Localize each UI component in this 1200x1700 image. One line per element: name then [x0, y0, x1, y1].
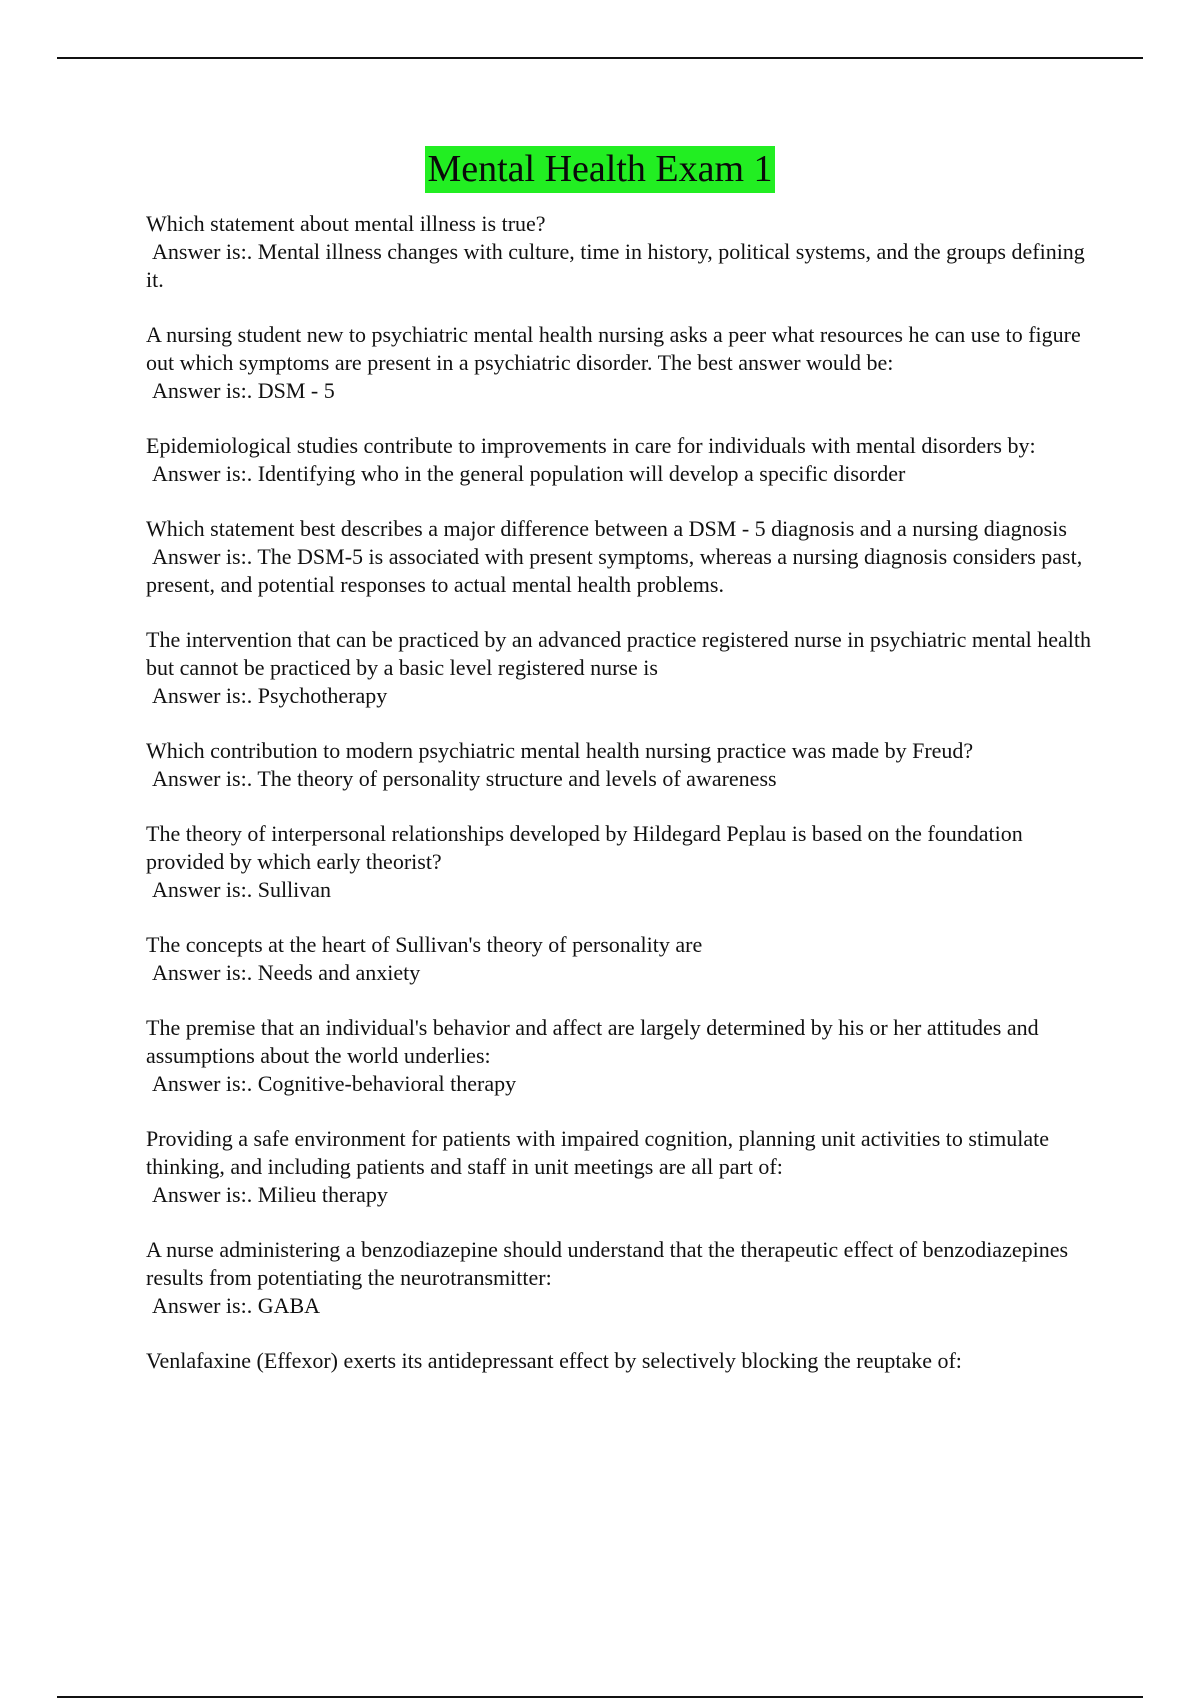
question-text: Epidemiological studies contribute to improvements in care for individuals with mental disorders by:	[146, 433, 1036, 458]
answer-text: Answer is:. Sullivan	[152, 877, 332, 902]
answer-text: Answer is:. Milieu therapy	[152, 1182, 388, 1207]
answer-text: Answer is:. Identifying who in the general population will develop a specific disorder	[152, 461, 906, 486]
answer-text: Answer is:. GABA	[152, 1293, 321, 1318]
question-text: Providing a safe environment for patients with impaired cognition, planning unit activities to stimulate thinking, and including patients and staff in unit meetings are all part of:	[146, 1126, 1050, 1179]
document-title: Mental Health Exam 1	[425, 146, 774, 193]
question-text: The concepts at the heart of Sullivan's theory of personality are	[146, 932, 703, 957]
qa-item	[146, 210, 1096, 294]
top-rule	[57, 57, 1143, 59]
question-text: The premise that an individual's behavior and affect are largely determined by his or her attitudes and assumptions about the world underlies:	[146, 1015, 1039, 1068]
qa-item	[146, 626, 1096, 710]
question-text: Which statement best describes a major difference between a DSM - 5 diagnosis and a nursing diagnosis	[146, 516, 1067, 541]
qa-item	[146, 1125, 1096, 1209]
answer-text: Answer is:. Mental illness changes with culture, time in history, political systems, and the groups defining it.	[146, 239, 1085, 292]
question-text: The intervention that can be practiced by an advanced practice registered nurse in psychiatric mental health but cannot be practiced by a basic level registered nurse is	[146, 627, 1091, 680]
answer-text: Answer is:. The DSM-5 is associated with present symptoms, whereas a nursing diagnosis considers past, present, and potential responses to actual mental health problems.	[146, 544, 1083, 597]
answer-text: Answer is:. Psychotherapy	[152, 683, 388, 708]
qa-item	[146, 1347, 1096, 1375]
qa-item	[146, 931, 1096, 987]
question-text: A nursing student new to psychiatric mental health nursing asks a peer what resources he can use to figure out which symptoms are present in a psychiatric disorder. The best answer would be:	[146, 322, 1081, 375]
qa-item	[146, 737, 1096, 793]
qa-item	[146, 1236, 1096, 1320]
answer-text: Answer is:. The theory of personality structure and levels of awareness	[152, 766, 777, 791]
qa-item	[146, 321, 1096, 405]
qa-item	[146, 1014, 1096, 1098]
title-container	[0, 146, 1200, 193]
question-text: A nurse administering a benzodiazepine should understand that the therapeutic effect of benzodiazepines results from potentiating the neurotransmitter:	[146, 1237, 1069, 1290]
answer-text: Answer is:. Needs and anxiety	[152, 960, 421, 985]
question-text: Which contribution to modern psychiatric mental health nursing practice was made by Freud?	[146, 738, 974, 763]
qa-item	[146, 432, 1096, 488]
question-text: Which statement about mental illness is true?	[146, 211, 546, 236]
qa-item	[146, 515, 1096, 599]
question-text: Venlafaxine (Effexor) exerts its antidepressant effect by selectively blocking the reuptake of:	[146, 1348, 962, 1373]
answer-text: Answer is:. Cognitive-behavioral therapy	[152, 1071, 517, 1096]
answer-text: Answer is:. DSM - 5	[152, 378, 335, 403]
question-text: The theory of interpersonal relationships developed by Hildegard Peplau is based on the foundation provided by which early theorist?	[146, 821, 1023, 874]
qa-list	[146, 210, 1096, 1402]
qa-item	[146, 820, 1096, 904]
bottom-rule	[57, 1696, 1143, 1698]
